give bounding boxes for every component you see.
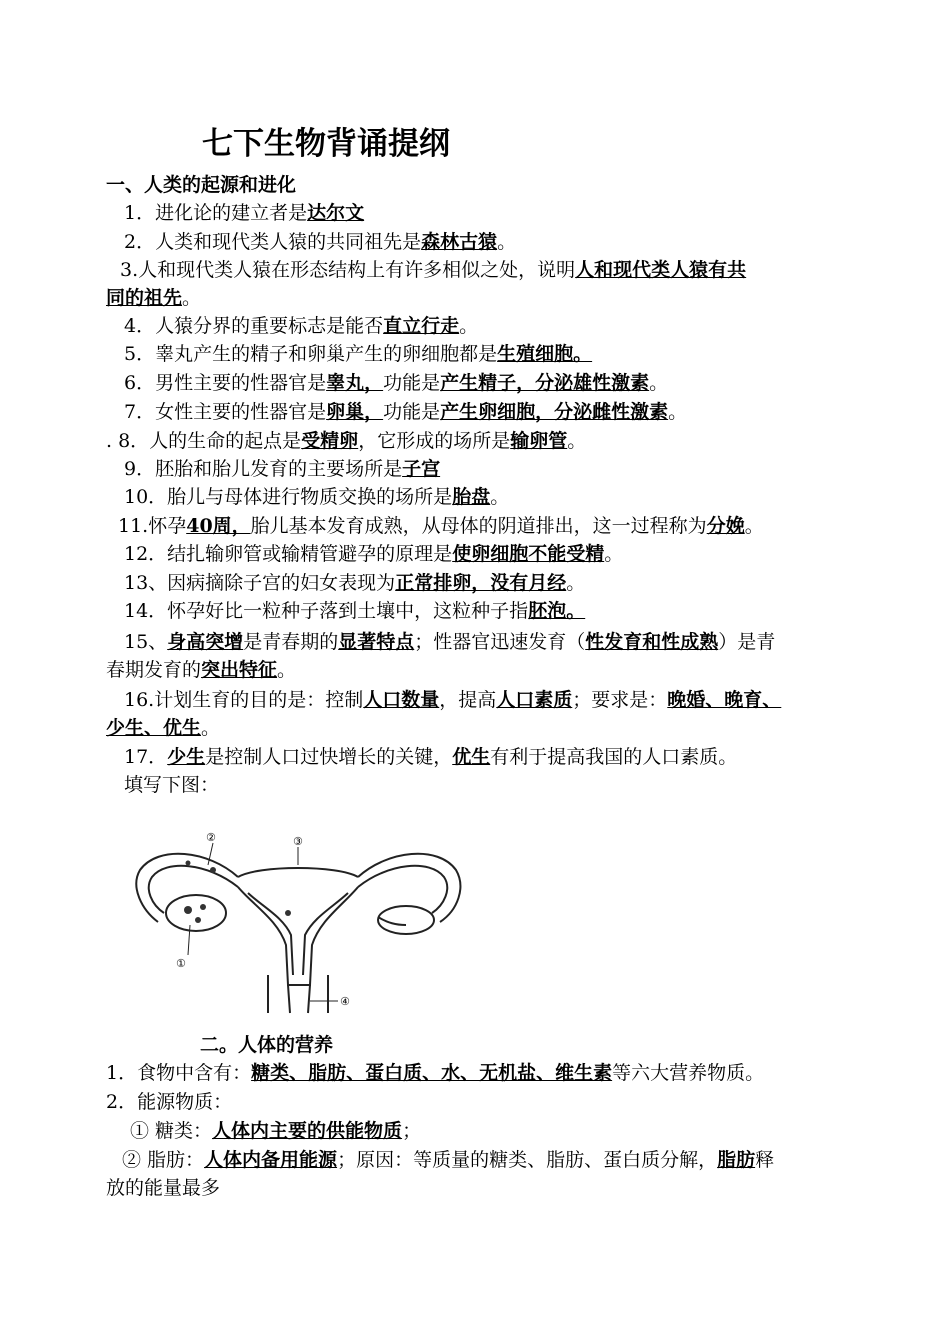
text-segment: 。 [668,401,688,423]
key-term: 受精卵 [301,430,359,452]
text-segment: 7．女性主要的性器官是 [124,401,327,423]
diagram-label-3: ③ [293,835,303,848]
key-term: 产生卵细胞，分泌雌性激素 [440,401,669,423]
text-segment: 2．人类和现代类人猿的共同祖先是 [124,231,422,253]
list-item [124,229,866,255]
list-item [106,1175,848,1201]
text-segment: 14．怀孕好比一粒种子落到土壤中，这粒种子指 [124,600,529,622]
text-segment: ；原因：等质量的糖类、脂肪、蛋白质分解， [337,1149,718,1171]
section-title: 一、人类的起源和进化 [106,174,297,196]
key-term: 胎盘 [452,486,491,508]
key-term: 输卵管 [510,430,568,452]
key-term: 人口素质 [496,689,573,711]
text-segment: 。 [744,515,764,537]
key-term: 人口数量 [363,689,440,711]
text-segment: 。 [201,717,221,739]
text-segment: 。 [277,659,297,681]
text-segment: 。 [490,486,510,508]
text-segment: 10．胎儿与母体进行物质交换的场所是 [124,486,453,508]
list-item [124,399,866,425]
list-item [106,285,848,311]
key-term: 分娩 [706,515,745,537]
text-segment: ，提高 [439,689,497,711]
text-segment: 等六大营养物质。 [612,1062,765,1084]
list-item [124,744,866,770]
key-term: 脂肪 [717,1149,756,1171]
key-term: 达尔文 [307,202,365,224]
key-term: 突出特征 [201,659,278,681]
text-segment: ，它形成的场所是 [358,430,511,452]
text-segment: 。 [182,287,202,309]
key-term: 少生 [167,746,206,768]
key-term: 生殖细胞。 [497,343,593,365]
key-term: 糖类、脂肪、蛋白质、水、无机盐、维生素 [251,1062,613,1084]
text-segment: 2．能源物质： [106,1091,233,1113]
key-term: 子宫 [402,458,441,480]
key-term: 胚泡。 [528,600,586,622]
list-item [124,313,866,339]
text-segment: 4．人猿分界的重要标志是能否 [124,315,384,337]
list-item [124,598,866,624]
list-item [106,657,848,683]
key-term: 人和现代类人猿有共 [575,259,747,281]
key-term: 卵巢， [326,401,384,423]
text-segment: 。 [649,372,669,394]
key-term: 性发育和性成熟 [585,631,719,653]
text-segment: 12．结扎输卵管或输精管避孕的原理是 [124,543,453,565]
uterus-diagram [128,825,468,1020]
text-segment: 17． [124,746,168,768]
text-segment: 1．进化论的建立者是 [124,202,308,224]
text-segment: 胎儿基本发育成熟，从母体的阴道排出，这一过程称为 [250,515,707,537]
key-term: 睾丸， [326,372,384,394]
text-segment: 5．睾丸产生的精子和卵巢产生的卵细胞都是 [124,343,498,365]
list-item [118,513,860,539]
list-item [106,1089,848,1115]
text-segment: ）是青 [718,631,776,653]
list-item [106,1060,848,1086]
section-heading-1 [106,172,848,198]
key-term: 正常排卵，没有月经 [395,572,567,594]
text-segment: ；性器官迅速发育（ [414,631,586,653]
diagram-label-2: ② [206,831,216,844]
text-segment: 放的能量最多 [106,1177,221,1199]
key-term: 身高突增 [167,631,244,653]
key-term: 显著特点 [338,631,415,653]
text-segment: 春期发育的 [106,659,202,681]
key-term: 直立行走 [383,315,460,337]
key-term: 人体内备用能源 [204,1149,338,1171]
list-item [124,570,866,596]
text-segment: 3.人和现代类人猿在形态结构上有许多相似之处，说明 [120,259,576,281]
list-item [124,370,866,396]
text-segment: ① 糖类： [130,1120,213,1142]
text-segment: 11.怀孕 [118,515,187,537]
list-item [130,1118,872,1144]
text-segment: . 8．人的生命的起点是 [106,430,302,452]
list-item [124,629,866,655]
text-segment: ② 脂肪： [122,1149,205,1171]
text-segment: 。 [497,231,517,253]
key-term: 使卵细胞不能受精 [452,543,605,565]
list-item [124,541,866,567]
key-term: 40周， [186,515,251,537]
key-term: 晚婚、晚育、 [667,689,782,711]
text-segment: 是控制人口过快增长的关键， [205,746,453,768]
page-title: 七下生物背诵提纲 [202,126,450,162]
list-item [124,341,866,367]
list-item [124,200,866,226]
key-term: 同的祖先 [106,287,183,309]
text-segment: 是青春期的 [243,631,339,653]
text-segment: 功能是 [383,372,441,394]
list-item [124,456,866,482]
text-segment: 1．食物中含有： [106,1062,252,1084]
text-segment: 6．男性主要的性器官是 [124,372,327,394]
key-term: 产生精子，分泌雄性激素 [440,372,650,394]
text-segment: ；要求是： [572,689,668,711]
key-term: 人体内主要的供能物质 [212,1120,403,1142]
diagram-label-4: ④ [340,995,350,1008]
text-segment: 有利于提高我国的人口素质。 [490,746,738,768]
key-term: 优生 [452,746,491,768]
list-item [120,257,862,283]
section-title: 二。人体的营养 [200,1034,334,1056]
section-heading-2 [200,1032,942,1058]
text-segment: ； [402,1120,422,1142]
list-item [124,772,866,798]
text-segment: 。 [604,543,624,565]
list-item [122,1147,864,1173]
text-segment: 功能是 [383,401,441,423]
list-item [106,428,848,454]
text-segment: 释 [755,1149,775,1171]
text-segment: 。 [566,572,586,594]
diagram-label-1: ① [176,957,186,970]
key-term: 森林古猿 [421,231,498,253]
key-term: 少生、优生 [106,717,202,739]
text-segment: 16.计划生育的目的是：控制 [124,689,364,711]
text-segment: 13、因病摘除子宫的妇女表现为 [124,572,396,594]
list-item [124,484,866,510]
text-segment: 15、 [124,631,168,653]
text-segment: 。 [567,430,587,452]
list-item [106,715,848,741]
text-segment: 9．胚胎和胎儿发育的主要场所是 [124,458,403,480]
text-segment: 。 [459,315,479,337]
list-item [124,687,866,713]
text-segment: 填写下图： [124,774,220,796]
